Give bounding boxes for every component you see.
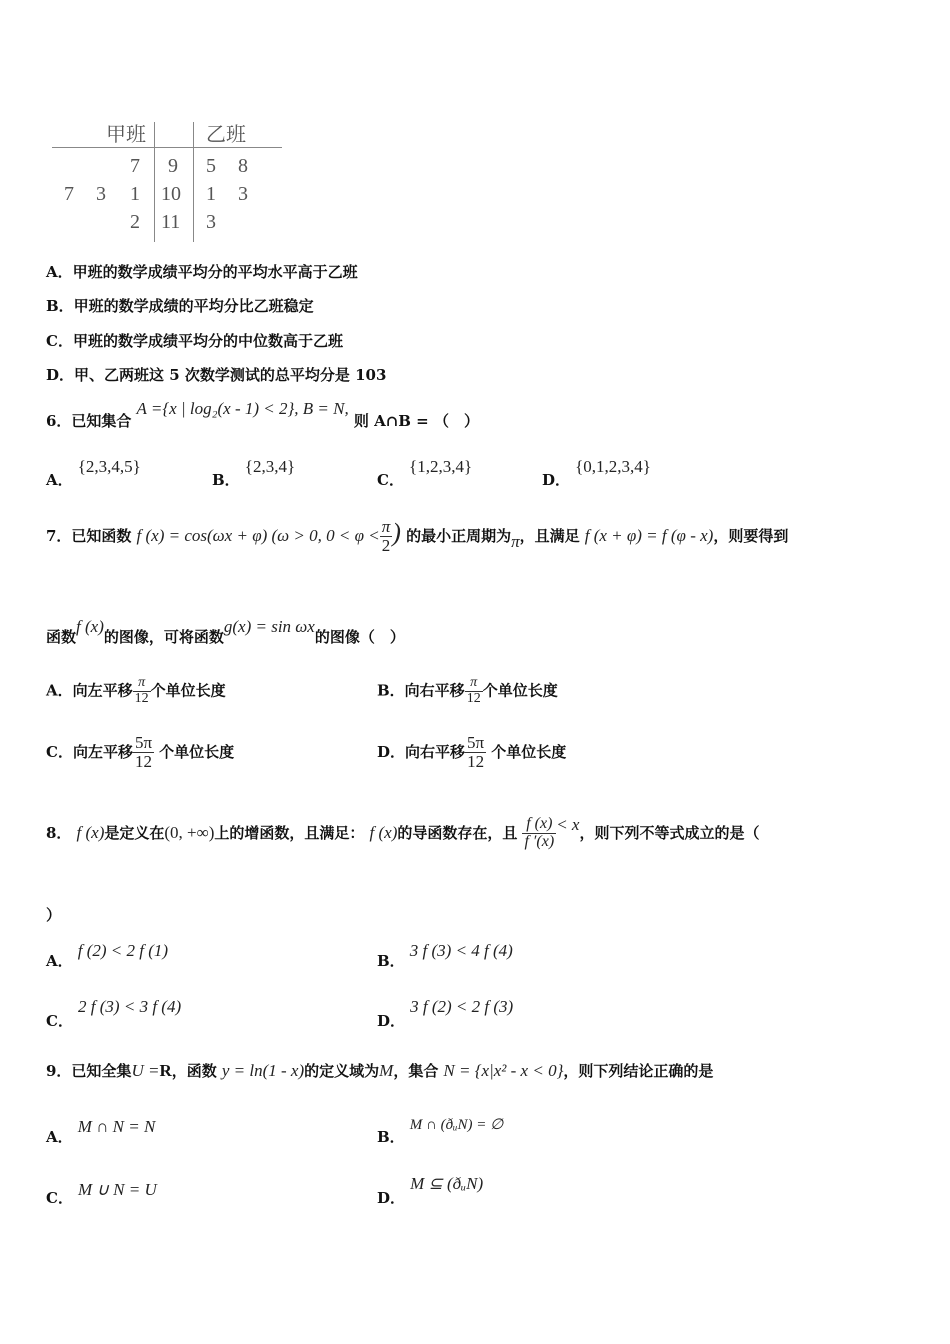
q7-option-b xyxy=(377,676,558,706)
q8-option-c xyxy=(46,996,182,1030)
q9-stem xyxy=(46,1060,713,1081)
option-value: {2,3,4} xyxy=(244,457,296,476)
q9-stem-text: 的定义域为 xyxy=(304,1062,380,1080)
q9-stem-text: 9．已知全集 xyxy=(46,1062,132,1080)
option-label: C． xyxy=(46,1012,73,1030)
fraction-numerator: π xyxy=(381,517,391,537)
option-text: 个单位长度 xyxy=(491,742,567,761)
q5-option-a: A．甲班的数学成绩平均分的平均水平高于乙班 xyxy=(46,263,358,281)
stem-value: 10 xyxy=(161,183,181,205)
q9-universe-math: U = xyxy=(131,1061,160,1080)
option-text: 个单位长度 xyxy=(159,742,235,761)
option-label: D． xyxy=(377,1189,406,1207)
fraction-denominator: 12 xyxy=(466,690,481,706)
option-label: B． xyxy=(377,1128,405,1146)
leaf-b: 3 xyxy=(206,211,216,233)
q5-option-c: C．甲班的数学成绩平均分的中位数高于乙班 xyxy=(46,332,343,350)
q8-stem-text: 是定义在 xyxy=(104,823,165,842)
q7-stem-line1 xyxy=(46,518,788,555)
option-value: M ∪ N = U xyxy=(78,1180,157,1199)
q8-option-a xyxy=(46,940,169,970)
q7-option-c xyxy=(46,734,234,771)
q7-stem-text: 的图像（ ） xyxy=(314,628,405,646)
option-value: M ∩ (ðᵤN) = ∅ xyxy=(409,1117,504,1133)
fraction-denominator: 12 xyxy=(467,751,485,771)
q8-fx-math: f (x) xyxy=(369,822,398,842)
q8-inequality: < x xyxy=(556,814,580,834)
q7-fx-math: f (x) xyxy=(76,617,104,636)
option-value: 3 f (2) < 2 f (3) xyxy=(410,997,514,1016)
q9-stem-text: ，集合 xyxy=(393,1062,439,1080)
option-label: C． xyxy=(377,471,404,489)
option-label: D． xyxy=(542,471,571,489)
option-label: B． xyxy=(212,471,240,489)
option-value: {2,3,4,5} xyxy=(77,457,141,476)
q7-condition-math: f (x + φ) = f (φ - x) xyxy=(584,526,714,545)
q7-stem-text: 函数 xyxy=(46,628,77,646)
fraction-numerator: π xyxy=(465,676,483,692)
q8-fraction xyxy=(522,816,556,851)
fraction-denominator: 12 xyxy=(134,690,149,706)
option-fraction xyxy=(133,734,154,771)
q8-stem-text: ，则下列不等式成立的是（ xyxy=(579,823,760,842)
option-text: B．向右平移 xyxy=(377,681,465,700)
fraction-denominator: 12 xyxy=(135,751,152,771)
fraction-numerator: π xyxy=(133,676,151,692)
option-label: A． xyxy=(46,1128,73,1146)
option-text: 个单位长度 xyxy=(150,681,226,700)
fraction-denominator: f ′(x) xyxy=(524,832,555,850)
stem-value: 9 xyxy=(168,155,178,177)
fraction-denominator: 2 xyxy=(381,536,391,555)
q7-option-d xyxy=(377,734,566,771)
option-value: M ∩ N = N xyxy=(77,1117,156,1136)
q7-option-a xyxy=(46,676,226,706)
q8-fx-math: f (x) xyxy=(76,822,105,842)
q9-stem-text: ，函数 xyxy=(171,1062,217,1080)
option-fraction xyxy=(465,676,483,706)
q6-option-d xyxy=(542,456,651,489)
option-label: D． xyxy=(377,1012,406,1030)
q6-option-a xyxy=(46,456,141,489)
q7-gx-math: g(x) = sin ωx xyxy=(223,617,315,636)
option-text: 个单位长度 xyxy=(482,681,558,700)
q7-stem-line2 xyxy=(46,616,405,646)
q8-option-b xyxy=(377,940,513,970)
q8-stem xyxy=(46,816,759,851)
q7-stem-text: ，则要得到 xyxy=(713,527,789,545)
q6-set-math: A ={x | log₂(x - 1) < 2}, B = N, xyxy=(136,399,349,418)
table-header-rule xyxy=(52,147,282,148)
q9-set-n-math: N = {x|x² - x < 0} xyxy=(443,1061,564,1080)
q8-option-d xyxy=(377,996,514,1030)
leaf-a: 7 xyxy=(130,155,140,177)
fraction-numerator: f (x) xyxy=(522,816,556,834)
class-b-header: 乙班 xyxy=(206,124,246,146)
q9-m-math: M xyxy=(379,1061,394,1080)
option-label: A． xyxy=(46,952,73,970)
q8-stem-text: 的导函数存在，且 xyxy=(397,823,518,842)
leaf-a: 1 xyxy=(130,183,140,205)
option-value: M ⊆ (ðᵤN) xyxy=(410,1174,484,1193)
q6-option-b xyxy=(212,456,296,489)
q9-option-b xyxy=(377,1113,504,1146)
leaf-b: 8 xyxy=(238,155,248,177)
q7-stem-text: 的图像，可将函数 xyxy=(103,628,224,646)
q7-stem-text: ，且满足 xyxy=(519,527,580,545)
leaf-a: 2 xyxy=(130,211,140,233)
option-value: f (2) < 2 f (1) xyxy=(77,941,169,960)
q6-stem-text: 6．已知集合 xyxy=(46,412,132,430)
q7-pi-over-2 xyxy=(380,518,393,555)
q7-pi: π xyxy=(511,532,520,551)
q8-stem-text: 上的增函数，且满足： xyxy=(214,823,365,842)
q5-option-b: B．甲班的数学成绩的平均分比乙班稳定 xyxy=(46,297,314,315)
q6-stem-end: 则 A∩B = （ ） xyxy=(353,412,479,430)
q8-number: 8． xyxy=(46,823,72,842)
q7-stem-text: 的最小正周期为 xyxy=(406,527,512,545)
q9-option-c xyxy=(46,1179,157,1207)
q6-option-c xyxy=(377,456,473,489)
q8-interval-math: (0, +∞) xyxy=(164,822,215,842)
option-fraction xyxy=(133,676,151,706)
leaf-a: 7 xyxy=(64,183,74,205)
option-text: C．向左平移 xyxy=(46,742,133,761)
option-label: C． xyxy=(46,1189,73,1207)
option-value: 3 f (3) < 4 f (4) xyxy=(409,941,513,960)
option-fraction xyxy=(465,734,486,771)
table-right-rule xyxy=(193,122,194,242)
q7-function-math: f (x) = cos(ωx + φ) (ω > 0, 0 < φ < xyxy=(136,526,380,545)
q9-option-d xyxy=(377,1173,484,1207)
stem-value: 11 xyxy=(161,211,181,233)
q7-stem-text: 7．已知函数 xyxy=(46,527,132,545)
leaf-b: 3 xyxy=(238,183,248,205)
q9-real-set: R xyxy=(159,1061,172,1080)
class-a-header: 甲班 xyxy=(106,124,146,146)
q7-close-paren: ) xyxy=(392,518,401,547)
leaf-b: 1 xyxy=(206,183,216,205)
stem-leaf-table xyxy=(50,118,285,243)
option-value: {1,2,3,4} xyxy=(409,457,473,476)
q6-stem xyxy=(46,398,479,430)
table-left-rule xyxy=(154,122,155,242)
option-value: {0,1,2,3,4} xyxy=(575,457,651,476)
q9-option-a xyxy=(46,1116,156,1146)
q9-stem-text: ，则下列结论正确的是 xyxy=(563,1062,714,1080)
q8-close-paren: ） xyxy=(46,906,62,924)
fraction-numerator: 5π xyxy=(134,733,153,752)
fraction-numerator: 5π xyxy=(467,733,485,752)
option-label: B． xyxy=(377,952,405,970)
option-value: 2 f (3) < 3 f (4) xyxy=(78,997,182,1016)
option-label: A． xyxy=(46,471,73,489)
option-text: A．向左平移 xyxy=(46,681,133,700)
q5-option-d: D．甲、乙两班这 5 次数学测试的总平均分是 103 xyxy=(46,366,387,384)
leaf-a: 3 xyxy=(96,183,106,205)
option-text: D．向右平移 xyxy=(377,742,466,761)
q9-function-math: y = ln(1 - x) xyxy=(221,1061,305,1080)
leaf-b: 5 xyxy=(206,155,216,177)
